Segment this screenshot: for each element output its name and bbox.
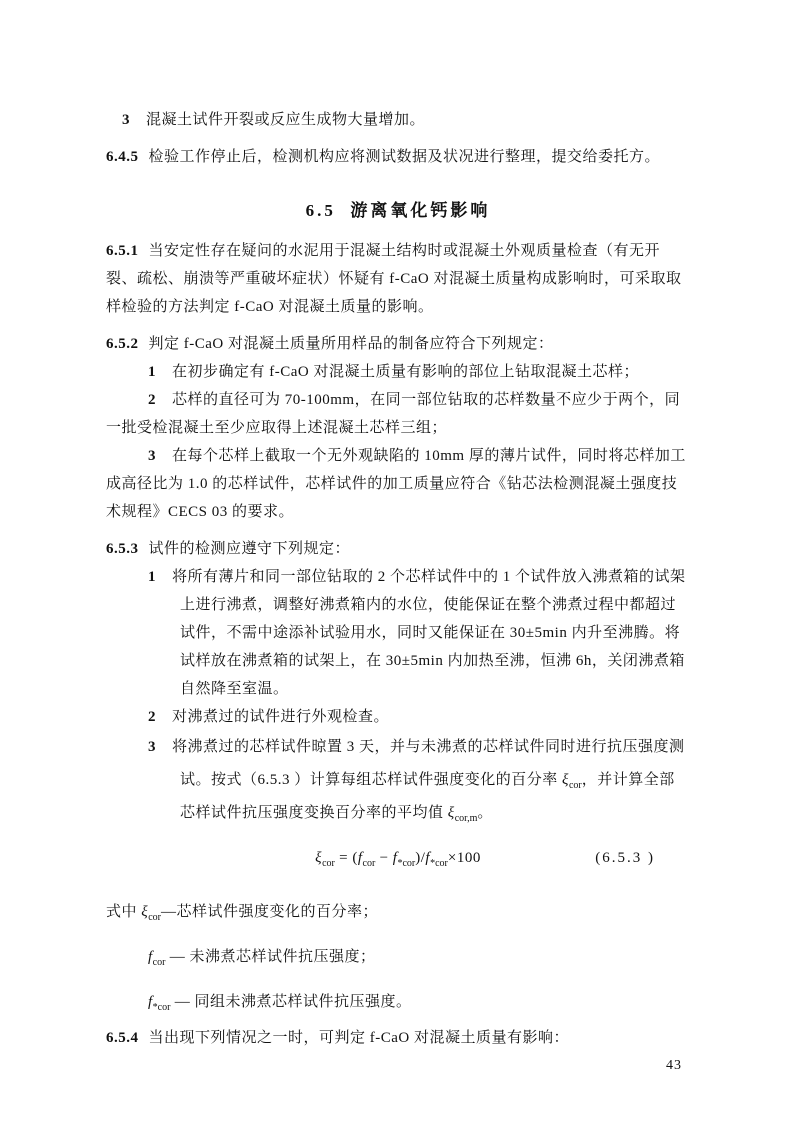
equals-open-paren: = (: [334, 850, 358, 866]
xi-subscript: cor: [322, 858, 335, 869]
clause-number: 6.4.5: [106, 149, 139, 165]
xi-symbol: ξ: [315, 850, 323, 866]
list-item-prev-3: [106, 106, 690, 134]
f-subscript: cor: [152, 957, 166, 968]
item-text: 将所有薄片和同一部位钻取的 2 个芯样试件中的 1 个试件放入沸煮箱的试架上进行沸煮，调整好沸煮箱内的水位，使能保证在整个沸煮过程中都超过试件，不需中途添补试验用水，同时又能保证在 30±5min 内升至沸腾。将试样放在沸煮箱的试架上，在 30±5min 内加热至沸，恒沸 6h，关闭沸煮箱自然降至室温。: [172, 569, 686, 697]
xi-subscript: cor,m: [454, 813, 478, 824]
def-text: 未沸煮芯样试件抗压强度；: [189, 949, 376, 965]
f-subscript: *cor: [397, 858, 416, 869]
def-text: 芯样试件强度变化的百分率；: [176, 904, 378, 920]
equation-6-5-3: [106, 844, 690, 872]
page-number: 43: [666, 1058, 682, 1073]
clause-6-5-3-item-1: [106, 563, 690, 703]
f-symbol: f: [148, 994, 153, 1010]
where-definitions: [106, 898, 690, 1016]
where-prefix: 式中: [106, 904, 142, 920]
clause-6-5-3-item-2: [106, 703, 690, 731]
clause-6-5-2: [106, 330, 690, 358]
clause-text: 判定 f-CaO 对混凝土质量所用样品的制备应符合下列规定：: [148, 336, 554, 352]
xi-subscript: cor: [568, 780, 582, 791]
equation-body: [315, 850, 481, 869]
def-text: 同组未沸煮芯样试件抗压强度。: [194, 994, 412, 1010]
clause-6-4-5: [106, 143, 690, 171]
section-heading: [106, 197, 690, 225]
item-text: 芯样的直径可为 70-100mm，在同一部位钻取的芯样数量不应少于两个，同一批受检混凝土至少应取得上述混凝土芯样三组；: [106, 392, 681, 436]
item-text: 在初步确定有 f-CaO 对混凝土质量有影响的部位上钻取混凝土芯样；: [172, 364, 639, 380]
clause-text: 当安定性存在疑问的水泥用于混凝土结构时或混凝土外观质量检查（有无开裂、疏松、崩溃等严重破坏症状）怀疑有 f-CaO 对混凝土质量构成影响时，可采取取样检验的方法判定 f-CaO 对混凝土质量的影响。: [106, 243, 682, 315]
clause-6-5-2-item-3: [106, 442, 690, 526]
section-title: 游离氧化钙影响: [350, 201, 491, 220]
item-text-segment: 。: [477, 805, 493, 821]
clause-6-5-2-item-1: [106, 358, 690, 386]
where-def-xi: [106, 898, 690, 926]
where-def-fcor: [106, 943, 690, 971]
def-dash: —: [160, 904, 177, 920]
item-text: 在每个芯样上截取一个无外观缺陷的 10mm 厚的薄片试件，同时将芯样加工成高径比为 1.0 的芯样试件，芯样试件的加工质量应符合《钻芯法检测混凝土强度技术规程》CECS 03 的要求。: [106, 448, 686, 520]
close-paren-divide: )/: [415, 850, 426, 866]
minus-sign: −: [375, 850, 393, 866]
page-content: [106, 106, 690, 1052]
f-symbol: f: [392, 850, 398, 866]
f-subscript: cor: [362, 858, 376, 869]
xi-symbol: ξ: [141, 904, 149, 920]
section-number: 6.5: [305, 201, 336, 220]
clause-number: 6.5.4: [106, 1030, 139, 1046]
xi-symbol: ξ: [562, 772, 569, 788]
item-number: 2: [148, 709, 156, 725]
def-dash: —: [174, 994, 195, 1010]
clause-number: 6.5.3: [106, 541, 139, 557]
f-symbol: f: [357, 850, 363, 866]
clause-6-5-2-item-2: [106, 386, 690, 442]
clause-number: 6.5.1: [106, 243, 139, 259]
f-symbol: f: [148, 949, 153, 965]
item-text-segment: ，并计算全部芯样试件抗压强度变换百分率的平均值: [180, 772, 675, 821]
where-def-fstarcor: [106, 988, 690, 1016]
item-number: 3: [148, 739, 156, 755]
item-number: 2: [148, 392, 156, 408]
item-number: 3: [148, 448, 156, 464]
xi-subscript: cor: [148, 912, 161, 923]
times-100: ×100: [447, 850, 481, 866]
list-item-text: 混凝土试件开裂或反应生成物大量增加。: [146, 112, 426, 128]
clause-text: 试件的检测应遵守下列规定：: [148, 541, 351, 557]
clause-6-5-3: [106, 535, 690, 563]
clause-number: 6.5.2: [106, 336, 139, 352]
def-dash: —: [169, 949, 190, 965]
clause-text: 当出现下列情况之一时，可判定 f-CaO 对混凝土质量有影响：: [148, 1030, 569, 1046]
clause-6-5-1: [106, 237, 690, 321]
f-symbol: f: [425, 850, 431, 866]
item-text-segment: 将沸煮过的芯样试件晾置 3 天，并与未沸煮的芯样试件同时进行抗压强度测试。按式（6.5.3 ）计算每组芯样试件强度变化的百分率: [172, 739, 685, 788]
item-text: 对沸煮过的试件进行外观检查。: [172, 709, 390, 725]
equation-number: (6.5.3 ): [595, 850, 655, 866]
clause-6-5-4: [106, 1024, 690, 1052]
list-item-number: 3: [122, 112, 130, 128]
item-number: 1: [148, 569, 156, 585]
f-subscript: *cor: [430, 858, 448, 869]
f-subscript: *cor: [152, 1002, 171, 1013]
xi-symbol: ξ: [447, 805, 455, 821]
clause-6-5-3-item-3: [106, 731, 690, 830]
clause-text: 检验工作停止后，检测机构应将测试数据及状况进行整理，提交给委托方。: [148, 149, 661, 165]
item-number: 1: [148, 364, 156, 380]
